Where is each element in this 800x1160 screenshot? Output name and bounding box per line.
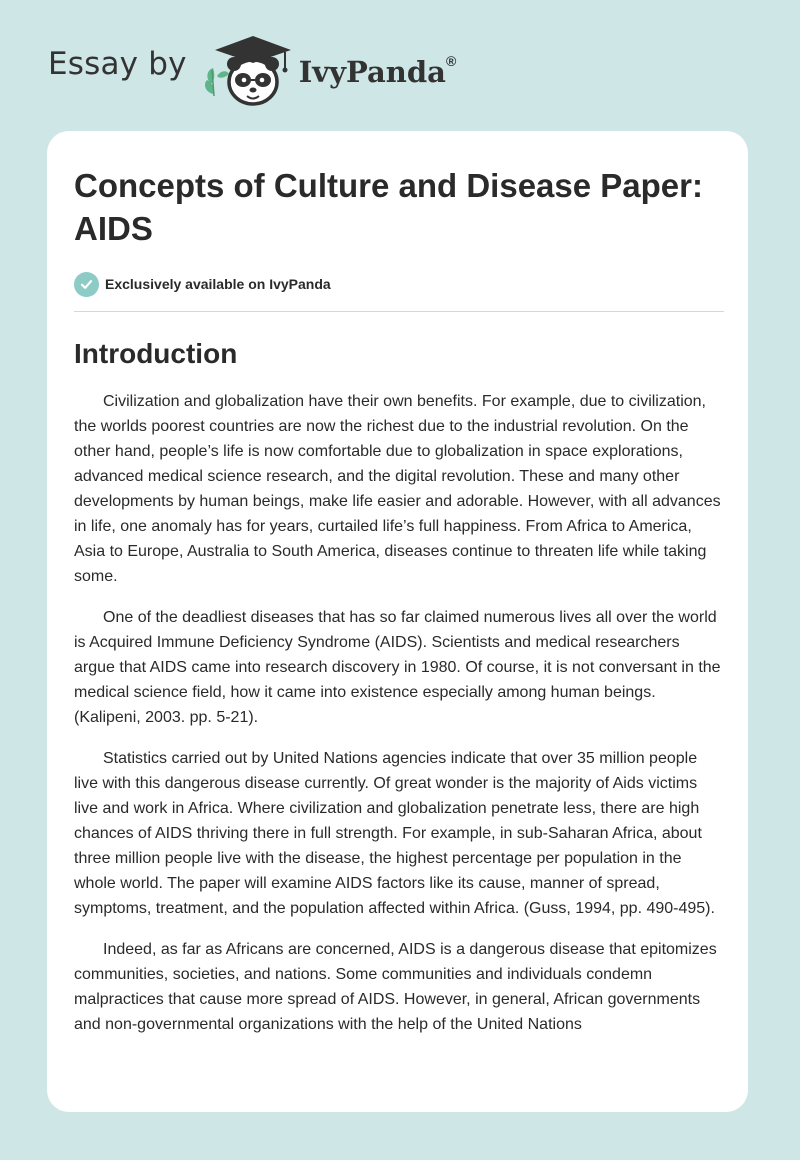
brand-name[interactable]: IvyPanda® bbox=[298, 53, 457, 89]
paragraph: Statistics carried out by United Nations agencies indicate that over 35 million people live with this dangerous disease currently. Of great wonder is the majority of Aids victims live and work in Africa. Where civilization and globalization penetrate less, there are high chances of AIDS thriving there in full strength. For example, in sub-Saharan Africa, about three million people live with the disease, the highest percentage per population in the whole world. The paper will examine AIDS factors like its cause, manner of spread, symptoms, treatment, and the population affected within Africa. (Guss, 1994, pp. 490-495). bbox=[74, 750, 715, 917]
section-heading: Introduction bbox=[74, 338, 238, 369]
essay-content bbox=[74, 164, 724, 1037]
essay-card bbox=[47, 131, 748, 1112]
registered-mark: ® bbox=[445, 53, 457, 69]
paragraph: One of the deadliest diseases that has so far claimed numerous lives all over the world is Acquired Immune Deficiency Syndrome (AIDS). Scientists and medical researchers argue that AIDS came into research discovery in 1980. Of course, it is not conversant in the medical science field, how it came into existence especially among human beings. (Kalipeni, 2003. pp. 5-21). bbox=[74, 609, 721, 726]
exclusive-label: Exclusively available on IvyPanda bbox=[105, 276, 331, 292]
exclusive-badge bbox=[74, 270, 724, 298]
site-header bbox=[48, 30, 456, 110]
divider bbox=[74, 311, 724, 312]
essay-title: Concepts of Culture and Disease Paper: AIDS bbox=[74, 167, 703, 247]
checkmark-icon bbox=[74, 272, 99, 297]
paragraph: Civilization and globalization have their own benefits. For example, due to civilization, the worlds poorest countries are now the richest due to the industrial revolution. On the other hand, people’s life is now comfortable due to globalization in space explorations, advanced medical science research, and the digital revolution. These and many other developments by human beings, make life easier and adorable. However, with all advances in life, one anomaly has for years, curtailed life’s full happiness. From Africa to America, Asia to Europe, Australia to South America, diseases continue to threaten life while taking some. bbox=[74, 393, 721, 585]
paragraph: Indeed, as far as Africans are concerned, AIDS is a dangerous disease that epitomizes communities, societies, and nations. Some communities and individuals condemn malpractices that cause more spread of AIDS. However, in general, African governments and non-governmental organizations with the help of the United Nations bbox=[74, 941, 717, 1033]
essay-by-label: Essay by bbox=[48, 46, 187, 82]
panda-graduate-icon[interactable] bbox=[201, 30, 293, 110]
